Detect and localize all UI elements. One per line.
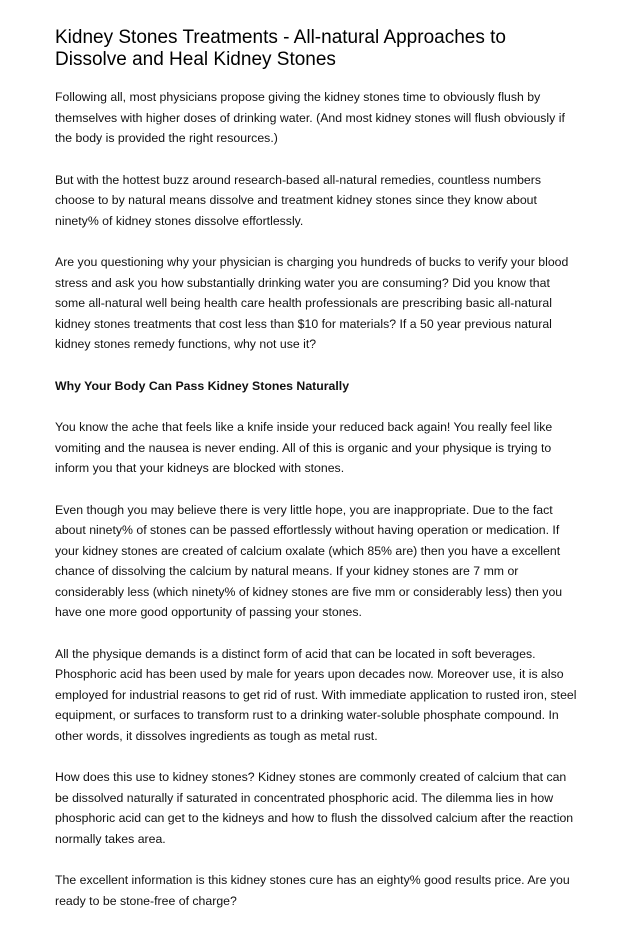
paragraph-1: Following all, most physicians propose giving the kidney stones time to obviously flush by themselves with higher doses of drinking water. (And most kidney stones will flush obviously if the body is provided the right resources.) <box>55 90 565 145</box>
paragraph-3: Are you questioning why your physician is charging you hundreds of bucks to verify your blood stress and ask you how substantially drinking water you are consuming? Did you know that some all-natural well being health care health professionals are prescribing basic all-natural kidney stones treatments that cost less than $10 for materials? If a 50 year previous natural kidney stones remedy functions, why not use it? <box>55 255 569 351</box>
paragraph-5: Even though you may believe there is very little hope, you are inappropriate. Due to the fact about ninety% of stones can be passed effortlessly without having operation or medication. If your kidney stones are created of calcium oxalate (which 85% are) then you have a excellent chance of dissolving the calcium by natural means. If your kidney stones are 7 mm or considerably less (which ninety% of kidney stones are five mm or considerably less) then you have one more good opportunity of passing your stones. <box>55 502 563 619</box>
paragraph-7: How does this use to kidney stones? Kidney stones are commonly created of calcium that can be dissolved naturally if saturated in concentrated phosphoric acid. The dilemma lies in how phosphoric acid can get to the kidneys and how to flush the dissolved calcium after the reaction normally takes area. <box>55 770 574 846</box>
paragraph-8: The excellent information is this kidney stones cure has an eighty% good results price. Are you ready to be stone-free of charge? <box>55 873 570 908</box>
paragraph-4: You know the ache that feels like a knife inside your reduced back again! You really feel like vomiting and the nausea is never ending. All of this is organic and your physique is trying to inform you that your kidneys are blocked with stones. <box>55 420 553 475</box>
paragraph-6: All the physique demands is a distinct form of acid that can be located in soft beverages. Phosphoric acid has been used by male for years upon decades now. Moreover use, it is also employed for industrial reasons to get rid of rust. With immediate application to rusted iron, steel equipment, or surfaces to transform rust to a drinking water-soluble phosphate compound. In other words, it dissolves ingredients as tough as metal rust. <box>55 646 577 743</box>
section-heading: Why Your Body Can Pass Kidney Stones Naturally <box>55 378 350 393</box>
document-page <box>55 27 583 932</box>
paragraph-2: But with the hottest buzz around research-based all-natural remedies, countless numbers choose to by natural means dissolve and treatment kidney stones since they know about ninety% of kidney stones dissolve effortlessly. <box>55 172 541 228</box>
document-title: Kidney Stones Treatments - All-natural Approaches to Dissolve and Heal Kidney Stones <box>55 27 506 70</box>
